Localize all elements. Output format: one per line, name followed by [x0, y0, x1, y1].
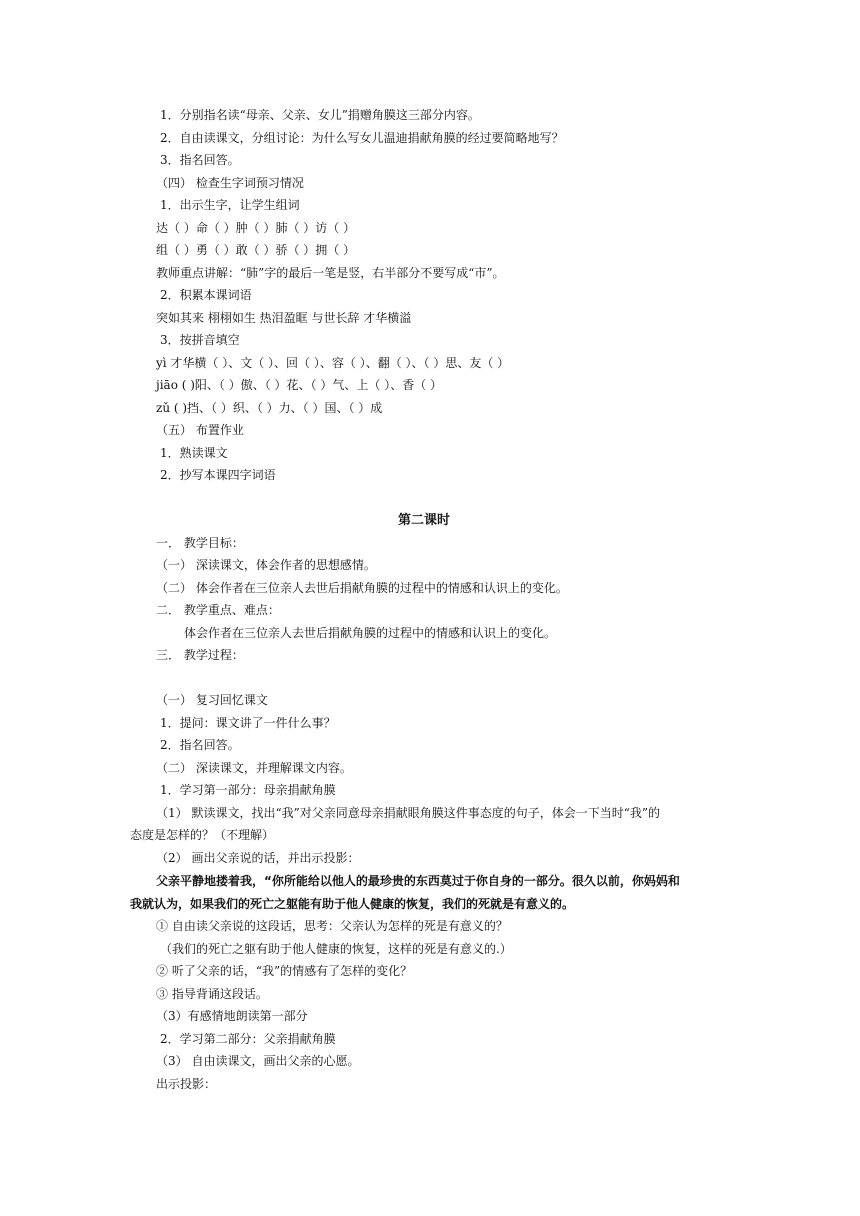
text-line: 组（ ）勇（ ）敢（ ）骄（ ）拥（ ）	[156, 243, 356, 257]
text-line: yì 才华横（ ）、文（ ）、回（ ）、容（ ）、翻（ ）、（ ）思、友（ ）	[156, 356, 510, 370]
text-line: 三． 教学过程：	[156, 648, 244, 662]
text-line: 2．自由读课文，分组讨论：为什么写女儿温迪捐献角膜的经过要简略地写？	[160, 131, 564, 145]
text-line: 二． 教学重点、难点：	[156, 603, 280, 617]
text-line: 出示投影：	[156, 1077, 217, 1091]
page-title: 第二课时	[398, 513, 451, 528]
section-heading: （四） 检查生字词预习情况	[156, 176, 304, 190]
text-line: （1） 默读课文，找出“我”对父亲同意母亲捐献眼角膜这件事态度的句子，体会一下当时“我”的	[156, 806, 660, 820]
text-line: zǔ ( )挡、（ ）织、（ ）力、（ ）国、（ ）成	[156, 401, 383, 415]
text-line: 达（ ）命（ ）肿（ ）肺（ ）访（ ）	[156, 221, 356, 235]
text-line: 一． 教学目标：	[156, 536, 244, 550]
text-line: 1．提问：课文讲了一件什么事？	[160, 716, 336, 730]
text-line: 2．积累本课词语	[160, 288, 252, 302]
text-line: 1．分别指名读“母亲、父亲、女儿”捐赠角膜这三部分内容。	[160, 108, 480, 122]
text-line: 态度是怎样的？（不理解）	[130, 828, 275, 842]
text-line: 体会作者在三位亲人去世后捐献角膜的过程中的情感和认识上的变化。	[184, 626, 557, 640]
text-line: （3） 自由读课文，画出父亲的心愿。	[156, 1054, 360, 1068]
text-line: jiāo ( )阳、（ ）傲、（ ）花、（ ）气、上（ ）、香（ ）	[156, 378, 443, 392]
text-line: （我们的死亡之躯有助于他人健康的恢复，这样的死是有意义的.）	[160, 942, 512, 956]
text-line: 2．学习第二部分：父亲捐献角膜	[160, 1032, 336, 1046]
text-line: ② 听了父亲的话，“我”的情感有了怎样的变化？	[156, 964, 413, 978]
text-line: 教师重点讲解：“肺”字的最后一笔是竖，右半部分不要写成“市”。	[156, 266, 505, 280]
text-line: ① 自由读父亲说的这段话，思考：父亲认为怎样的死是有意义的？	[156, 919, 508, 933]
text-line: （3）有感情地朗读第一部分	[156, 1009, 308, 1023]
text-line: （2） 画出父亲说的话，并出示投影：	[156, 851, 360, 865]
text-line: 1．学习第一部分：母亲捐献角膜	[160, 783, 336, 797]
text-line: 1．出示生字，让学生组词	[160, 198, 300, 212]
text-line: 3．指名回答。	[160, 153, 240, 167]
section-heading: （一） 复习回忆课文	[156, 693, 268, 707]
section-heading: （二） 深读课文，并理解课文内容。	[156, 761, 352, 775]
text-line: 突如其来 栩栩如生 热泪盈眶 与世长辞 才华横溢	[156, 311, 412, 325]
text-line: 1．熟读课文	[160, 446, 228, 460]
text-line: ③ 指导背诵这段话。	[156, 987, 268, 1001]
text-line: （二） 体会作者在三位亲人去世后捐献角膜的过程中的情感和认识上的变化。	[156, 581, 568, 595]
text-line: （一） 深读课文，体会作者的思想感情。	[156, 558, 376, 572]
text-line: 2．指名回答。	[160, 738, 240, 752]
quote-line: 我就认为，如果我们的死亡之躯能有助于他人健康的恢复，我们的死就是有意义的。	[130, 897, 575, 911]
text-line: 3．按拼音填空	[160, 333, 240, 347]
quote-line: 父亲平静地搂着我，“你所能给以他人的最珍贵的东西莫过于你自身的一部分。很久以前，你妈妈和	[156, 874, 680, 888]
section-heading: （五） 布置作业	[156, 423, 244, 437]
text-line: 2．抄写本课四字词语	[160, 468, 276, 482]
